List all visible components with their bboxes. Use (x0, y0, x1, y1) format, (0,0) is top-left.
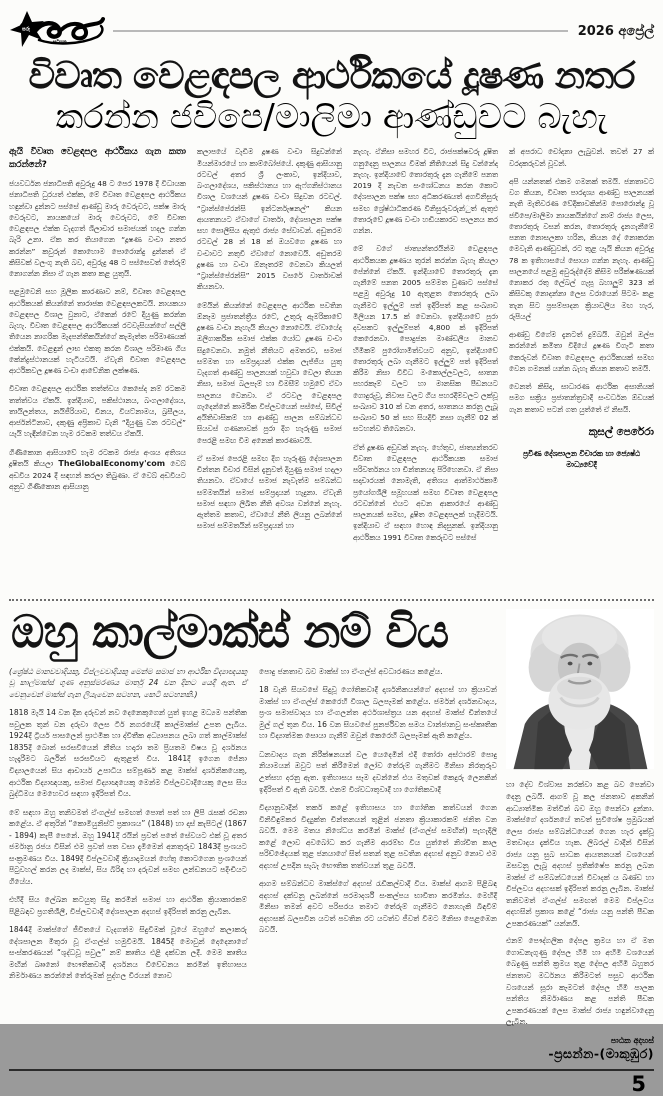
article1-byline-name: කුසල් පෙරේරා (588, 425, 655, 438)
article1-paragraph: නැහැ. ඒනිසා සමහර විට, රාජපක්ෂවරු දූෂිත ගනුදෙනු පාලනය වීමක් නීතියෙන් සිදු වන්නේද නැහැ. ඉන්දියාවේ තොරතුරු දැන ගැනීමේ පනත 2019 දී නැවත සංශෝධනය කරන කොට දේශපාලන පක්ෂ සහ අධිකරණයත් අගවිනිසුරු සමඟ ශ්‍රේෂ්ඨාධිකරණ විනිසුරුවරුන්ුත් ඇතුළු තොරුවේ දූෂණ වංචා හඬියකාරව පාලනය කර ගන්න. (352, 147, 498, 236)
article1-paragraph-text: ගිණිකොන ආසියාවේ හැම රටකම රාජ්‍ය අංශය අතිශය දූෂිතයි කියලා (9, 447, 186, 468)
article1-paragraph: ක් අපරාධ චෝදනා ලැබුවන්. තවත් 27 ක් වරදකරුවන් වූවන්. (508, 147, 655, 168)
svg-text:සටහන: සටහන (53, 40, 67, 45)
article1-body (9, 146, 654, 594)
article1-byline-title: ප්‍රවීණ දේශපාලන විචාරක හා ජ්‍යෙෂ්ඨ මාධ්‍යවේදී (522, 448, 641, 470)
article2-paragraph: ධනවාදය ගැන නිරීක්ෂනයන් වල යෙදෙමින් එදී තෝරා අස්ථාරම් පොදු නියාමයන් ඔවුට පත් කිරීමෙන් ලෝව තේරුම් ගැනීමට මිනිසා නිරතුරුව උත්සහ දරනු ඇත. ඉතිහාසය සෑම දවන්නේ එය මතුවක් කෙදුරු ලෙනකින් ඉදිරිපත් වී ඇති බවයි. එනම් විශ්වධාතුවාදී හා ගෝතිකවාදී (259, 749, 497, 794)
article2-intro-note: (ශ්‍රේෂ්ඨ මානවවාදියකු, විප්ලවවාදියකු මෙන්ම සමාජ හා ආර්ථික විද්‍යාඥයකු වූ කාල්මාක්ස් ගුණ අනුස්මරණය මාර්තු 24 වන දිනට යෙදී ඇත. ඒ වෙනුවෙන් මාක්ස් ගැන ලියැවෙන සටහන, කෙටි සටහනකි.) (9, 666, 247, 699)
article2-paragraph: මේ සඳහා ඔහු තනිවමත් ඒංගල්ස් සමඟත් පොත් පත් හා ලිපි රැසක් රචනා කළේය. ඒ අතුරින් “කොමියුනිස්ට් ප්‍රකාශය” (1848) හා දාස් කැපිටල් (1867 - 1894) කැපී පෙනේ. ඔහු 1941දී රයින් ප්‍රවත් පතේ සේවයට එක් වූ අතර ජර්මානු රජය විසින් එම ප්‍රවත් පත වසා දැමීමෙන් අනතුරුව 1843දී ප්‍රංශයට සංක්‍රමණය විය. 1849දී විප්ලවවාදී ක්‍රියාදාමයන් හේතු කොටගෙන ප්‍රංශයෙන් පිටුවහල් කරන ලද මාක්ස්, සිය බිරිඳ හා දරුවන් සමඟ ලන්ඩනයට පදිංචියට ගියේය. (9, 807, 247, 886)
article1-headline-main: විවෘත වෙළඳපල ආර්ථිකයේ දූෂණ නතර (28, 54, 635, 97)
article1-paragraph: ඒත් දූෂණ අඩුවක් නැහැ. හේතුව, ජාත්‍යන්තරව විවෘත වෙළඳපල ආර්ථිකයක සමාජ පරිවර්තනය හා චින්තනයද පිරිහෙනවා. ඒ නිසා සදාචාරයක් නොමැති, අතිශය ආත්මාර්ථකාමී ප්‍රයෝගශීලී සමූහයක් සමඟ විවෘත වෙළඳපල රටවන්නේ එයට අවන ආකාරයේ ආණ්ඩු පාලනයක් සමඟ, දූෂිත වෙළඳපලක් හැදීමටයි. ඉන්දියාව ඒ සඳහා හොඳ නිදසුනක්. ඉන්දියානු ආර්ථිකය 1991 විවෘත කෙරුවට පස්සේ (352, 442, 498, 542)
article2-paragraph: හා දේව විශ්වාස නරක්වා කළ බව පෙන්වා දෙනු ලබයි. ආගම් වූ කල ජනතාව අකනින් ආධ්‍යාත්මික මත්වින් බව ඔහු පෙන්වා දුන්නා. මාක්ස්ගේ දර්ශනයේ තවත් සුවිශේෂ ප්‍රමුඛයක් ලෙස රාජ්‍ය සම්බන්ධයෙන් ගෙන හැර දැක්වූ මතවාදය දැක්විය හැක. ලිබරල් වාදීන් විසින් රාජ්‍ය යනු සුබ සාධක ආයතනයක් වශයෙන් ඔසවනු ලැබූ අදහස් ප්‍රතික්ෂේප කරනු ලබන මාක්ස් ඒ සම්බන්ධයෙන් විවාදක් ය ඛණ්ඩ හා විප්ලවය අදහසක් ඉදිරිපත් කරනු ලැබින. මාක්ස් තනිවමත් ඒංගල්ස් සමඟත් මෙම විප්ලවය අදහසින් ප්‍රකාශ කළේ “රාජ්‍ය යනු පන්ති පීඩක උපකරණයක්” යන්නයි. (506, 780, 654, 928)
karl-marx-photo (506, 604, 654, 774)
article1-paragraph: විවෘත වෙළඳපල ආර්ථික තත්ත්වය කෙසේද නම් රටකම තත්ත්වය ඒකයි. ඉන්දියාව, පකිස්ථානය, බංගලාදේශය, තායිලන්තය, නයිජීරියාව, චීනය, වියට්නාමය, බ්‍රසීලය, ආර්ජන්ටිනාව, දකුණු අප්‍රිකාව වැනි “දියුණු වන රටවල්” යැයි හැඳින්වෙන හැම රටකම තත්වය ඒකයි. (9, 384, 186, 439)
article2-right-region (506, 604, 654, 1061)
article2-headline: ඔහු කාල්මාක්ස් නම් විය (11, 605, 449, 659)
article2-paragraph: ආගම සම්බන්ධව මාක්ස්ගේ අදහස් රැඩිකල්වාදී විය. මාක්ස් ආගම පිළිබඳ අදහස් දක්වනු ලබන්නේ පරමාදර්ශී සංකල්පය භාවිතා කරමින්ය. මෙහිදී මිනිසා තමන් අවට පරිසරය තමාට තේරුම් ගැනීමට නොහැකි බිඳවීම් අදහසක් බලපවින යටත් පවතින රට යටත්ව ජීවත් වීමට මිනිසා පෙළඹෙන බවයි. (259, 879, 497, 935)
karl-marx-portrait-art (506, 604, 654, 774)
masthead (9, 8, 654, 52)
article2 (9, 604, 654, 1061)
article1-paragraph: අපි යන්නතක් එකම ගමනක් තමයි. ජනතාවට වග කියන, විවෘත පාරදෘශ්‍ය ආණ්ඩු පාලනයක් නැති මැතිවරණ වේදිකාවකින්ම පොරොන්දු වූ ජවිපෙ/මාලිමා නායකයින්ගේ නාම් රාජ්‍ය ලෙස, තොරතුරු වසන් කරන, තොරතුරු දැනගැනීමේ පනත නොසලකා හරින, කියන දේ නොකරන මෙවැනි ආණ්ඩුවක්, රට තුළ යැයි කියන අවුරුදු 78 ක ඉතිහාසයේ සොයා ගන්න නැහැ. ආණ්ඩු පාලනයේ පළමු අවුරුද්දේම කිසිම පරීක්ෂණයක් නොකර රතු ලේබල් ගැසූ බහාලුම් 323 ක් කිසිවකු නොදන්නා ලෙස වරායෙන් පිටමං කළ තැන සිට ප්‍රසම්පාදන ක්‍රියාවලිය මඟ හැර, රුපියල් (508, 176, 655, 321)
article2-paragraph: 1844දී මාක්ස්ගේ ජීවිතයේ වැදගත්ම සිදුවීමක් වූයේ ඔහුගේ කලාකරු දේශපාලන මිතුරා වූ ඒංගල්ස් හමුවීමයි. 1845දී මොවුන් දෙදෙනාගේ සංස්කරණයන් “ශුද්ධවූ පවුල” නම් කෘතිය එළි දක්වන ලදී. මෙම කෘතිය මඟින් බෲනෝ භෞතිකවාදී දර්ශනය විවේචනය කරමින් ඉතිහාසය නිර්මාණය කරන්නේ තේරුමක් පුද්ගල වීරයන් නොව (9, 925, 247, 981)
issue-date: 2026 අප්‍රේල් (577, 23, 654, 39)
svg-text:සරු: සරු (22, 26, 30, 33)
article1-paragraph: වෙනත් කිසිද, සාධාරණ ආර්ථික අසානියක් පමග සක්‍රිය ප්‍රජාතන්ත්‍රවාදී සංවර්ධන ඕඩයක් ගැන කතාව පටන් ගත යුත්තේ ඒ නිසයි. (508, 382, 655, 414)
article1-headline-sub: කරන්න ජවිපෙ/මාලිමා ආණ්ඩුවට බැහැ (55, 97, 608, 138)
article2-body (9, 666, 497, 981)
article2-reader-label: පාඨක අදහස් (610, 1035, 654, 1045)
article1-lead-question: ඇයි විවෘත වෙළඳපල ආර්ථිකය ගැන කතා කරන්නේ? (9, 147, 186, 170)
article1-paragraph-text: වෙබ් අඩවිය 2024 දී සඳහන් කරලා තිබුණා. ඒ වෙබ් අඩවියට අනුව ගිණිකොන ආසියානු (9, 458, 186, 492)
article1-paragraph: කලාපයේ වැඩිම දූෂණ වංචා සිදුවන්නේ මියන්මාරයේ හා කාම්බෝජයේ. දකුණු ආසියානු රටවල් අතර ශ්‍රී ලංකාව, ඉන්දියාව, බංගලාදේශය, පකිස්ථානය හා ඇෆ්ගනිස්ථානය විශාල වශයෙන් දූෂණ වංචා සිදුවන රටවල්. “ට්‍රාන්ස්පේරන්සි ඉන්ටර්නැෂනල්” කියන ආයතනයට ඒවාගේ වාර්තා, දේශපාලන පක්ෂ සහ පොලීසිය ඇතුළු රාජ්‍ය සේවාවන්. අඩුතරම රටවල් 28 න් 18 ක් ඔයවගෙ දූෂණ හා වංචාවට නතුවී ඒවාගේ නොවෙයි. අඩුතරම දූෂණ හා වංචා ඕනෑතරම් වෙනවා කියලත් “ට්‍රාන්ස්පේරන්සි” 2015 වසරේ වාර්තාවක් කියනවා. (196, 147, 342, 292)
article1-paragraph: පළමුවෙනි සහ මූලික කාරණාව නම්, විවෘත වෙළඳපල ආර්ථිකයක් කියන්නේ තාරාජක වෙළඳපලකටයි. නායකයා වෙළඳපල විශාල වුනාට, ඒකෙන් රටේ දියුණු කරන්න බැහැ. විවෘත වෙළඳපල ආර්ථිකයක් රටවැසියන්ගේ සල්ලි තියෙන නාගරික මැදපන්තිකයින්ගේ කැමැත්ත පරිමාණයක් එක්කයි. වෙළඳුන් ලාභ එකතු කරන විශාල පරිමාණ ගිය කේන්ද්‍රස්ථානයක් හැටියටයි. ඒවැනි විවෘත වෙළඳපල ආර්ථිකවල දූෂණ වංචා ආවේනික ලක්ෂණ. (9, 287, 186, 376)
article1-paragraph: ජයවර්ධන ජනාධිපති අවුරුදු 48 ට පෙර 1978 දී විධායක ජනාධිපති ධුරයත් එක්ක, මේ විවෘත වෙළඳපල ආර්ථිකය හඳුන්වා දුන්නට පස්සේ ආණ්ඩු මාරු වෙරුවට, පක්ෂ මාරු වෙරුවට, නායකයෝ මාරු වෙරුවට, මේ විවෘත වෙළඳපල එක්ක වැදගත් ශිලාචාර සමාජයක් හදල ගන්න බැරි උනා. ඒක කර තියාගෙන “දූෂණ වංචා නතර කරන්න” කවුරුන් කොහොම පොරොන්දු දුන්නත් ඒ කිසිවක් වලංගු නැති බව, අවුරුදු 48 ට පස්සෙවත් තේරුම් නොගන්න නිසා ඒ ගැන කතා කළ යුතුයි. (9, 179, 186, 279)
article1-paragraph: ආණ්ඩු විගේම දැනටත් දුම්බයි. ඔවුන් ඔල්ප කරන්නේ කමිතා විදියේ දූෂණ විගැටි කතා කෙරුවන් විවෘත වෙළඳපල ආර්ථිකයක් සමඟ වෙන ගමනක් යන්න බැහැ කියන කතාව තමයි. (508, 330, 655, 373)
article2-byline: -ප්‍රසන්න-(මාකුඹුර) (548, 1045, 654, 1061)
article2-paragraph: විද්‍යානුවාදීන් තර්ක කළේ ඉතිහාසය හා ගෝතික කත්වයන් ගෙන විනිවිඳුම්කර විද්‍යුක්ත චින්තනයන් තුළින් ජනතා ක්‍රියාකාරකම් ජනිත වන බවයි. මෙම මතය නිශේධය කරමින් මාක්ස් (ඒංගල්ස් සමඟින්) පැහැදිලි කළේ ලොව අවබෝධ කර ගැනීම ආරම්භ විය යුත්තේ නිශ්චිත කාල පරිච්ඡේදයක් තුළ ජනයාගේ සිත් සතන් තුළ පවතින අදහස් අනුව නොව එම අදහස් උපදින සැබෑ භෞතික තත්වයන් තුළ බවයි. (259, 803, 497, 870)
masthead-logo (9, 9, 109, 51)
article2-column-1 (9, 666, 247, 981)
article1-paragraph: මේයින් කියන්නේ වෙළඳපල ආර්ථික පවතින ඕනෑම ප්‍රජාතන්ත්‍රීය රටේ, උතුරු ඇමරිකාවේ දූෂණ වංචා නැහැයි කියලා නොවෙයි. ඒවායේද ඔලිගාර්කික සමාජ එක්ක යෝධ දූෂණ වංචා සිදුවෙනවා. නමුත් නීතියට අමතරව, සමාජ සම්මත හා සම්ප්‍රදායන් එක්ක ලැජ්ජිය යුතු වැදගත් ආණ්ඩු පාලනයක් හවුඩා වෙලා තියන නිසා, සමාජ බලපෑම් හා විමසීම් හමුවේ ඒවා පාලනය වෙනවා. ඒ රටවල වෙළඳපල ගැදෙන්නේ කාර්මික විප්ලවයෙන් පස්සේ, සිවිල් අයිතිවාසිකම් හා ආණ්ඩු පාලන සම්බන්ධව සියවස් ගණනාවක් පුරා දිග හැරුණු සමාජ පෙරළි සමඟ විම අනෙක් කාරණාවයි. (196, 300, 342, 445)
article2-column-3 (506, 779, 654, 1033)
article1-paragraph (9, 447, 186, 493)
article2-left-region (9, 604, 497, 1061)
masthead-logo-art (9, 9, 109, 51)
website-name: TheGlobalEconomy'com (58, 458, 166, 468)
article1-column-4 (509, 146, 654, 594)
article1-paragraph: මේ වගේ ජාත්‍යන්තරයින්ම වෙළඳපල ආර්ථිකයක දූෂණය තුරන් කරන්න බැහැ කියලා පේන්නේ ඒකයි. ඉන්දියාවේ තොරතුරු දැන ගැනීමේ පනත 2005 සම්මත වුණාට පස්සේ පළමු අවුරුදු 10 ඇතුළත තොරතුරු ලබා ගැනීමට ඉල්ලුම් පත් ඉදිරිපත් කළ සංඛ්‍යාව මිලියන 17.5 ක් වෙනවා. ඉන්දියාවේ පුරා දවසකට ඉල්ලුම්පත් 4,800 ක් ඉදිරිපත් කෙරෙනවා. පොදුජන මාණ්ඩලීය මානව හිමිකම් පුරෝගාමීත්වයට අනුව, ඉන්දියාවේ තොරතුරු ලබා ගැනීමට ඉල්ලුම් පත් ඉදිරිපත් කිරීම නිසා විවිධ මංකොල්ලවලට, ඝාතන පහරකෑම් වලට හා මානසික පීඩනයට ගොදුරුවූ, නිවාස වලට ගිය පහරදීම්වලට ලක්වූ සංඛ්‍යාව 310 ක් වන අතර, ඝාතනය කරනු ලැබූ සංඛ්‍යාව 50 ක් සහ සියදිවි නසා ගැනීම් 02 ක් සටහන්ව තිබෙනවා. (352, 244, 498, 434)
article2-column-2 (259, 666, 497, 978)
article2-paragraph: 18 වැනි සියවසේ සිදුවූ ගෝතිකවාදී දාර්ශනිකයන්ගේ අදහස් හා ක්‍රියාවන් මාක්ස් හා ඒංගල්ස් කෙරෙහි විශාල බලපෑමක් කළේය. ජර්මන් දර්ශනවාදය, ප්‍රංශ සමාජවාදය හා ඒංගලන්ත අර්ථශාස්ත්‍රය යන අදහස් මාක්ස් චින්තයේ මුල් ගල් තුන විය. 16 වන සියවසේ පුනර්ජීවන සමය වාන්ජානවු සංස්කෘතික හා විද්‍යාත්මක සොයා ගැනීම් ඔවුන් කෙරෙහි බලපෑමක් ඇති කළේය. (259, 685, 497, 741)
article2-paragraph: පොදු ජනතාව බව මාක්ස් හා ඒංගල්ස් අවධාරණය කළේය. (259, 666, 443, 676)
masthead-divider-line (113, 30, 568, 32)
page-number: 5 (631, 1071, 646, 1096)
article-separator-dotted-line (9, 599, 654, 601)
article1-paragraph: ඒ සමාජ පෙරළි සමඟ දිග හැරුණු දේශපාලන චින්තන විචාර විසින් දැනුවත් දියුණු සමාජ හදලා තියනවා. ඒවායේ සමාජ නැවැත්ම සම්බන්ධ සම්මතයින් සමාජ සම්ප්‍රදායන් හැදුනා. ඒවැනි සමාජ සඳහා ලිඛිත නීති අවශ්‍ය වන්නේ නැහැ. ඇත්තම කතාව, ඒවායේ නීති ලියනු ලබන්නේ සමාජ සම්මතයින් සම්ප්‍රදායන් හා (196, 453, 342, 531)
article1-column-1 (9, 146, 186, 594)
article1-column-2 (197, 146, 342, 594)
article2-paragraph: එහිදී සිය ලේඛන කටයුතු සිදු කරමින් සමාජ හා ආර්ථික ක්‍රියාකාරකම් පිළිබඳව ප්‍රගතිශීලී, විප්ලවවාදී දේශපාලන අදහස් ඉදිරිපත් කරනු ලැබීන. (9, 895, 247, 916)
article1-column-3 (353, 146, 498, 594)
article2-paragraph: 1818 මැයි 14 වන දින දරුවන් නව දෙනෙකුගෙන් යුත් ඉහළ මධ්‍යම පන්තික පවුලක තුන් වන දරුවා ලෙස ටිර් නගරයේදී කාල්මාක්ස් උපත ලැබීය. 1924දී ට්‍රියර් පාසලෙන් ප්‍රාථමික හා ද්විතීක අධ්‍යාපනය ලබා ගත් කාල්මාක්ස් 1835දී බොන් සරසවියෙන් නීතිය හදාරා තම ප්‍රියතම විෂය වූ දර්ශනය හැදෑරීමට බර්ලින් සරසවියට ඇතුළත් විය. 1841දී ඉගෙන ජේනා විද්‍යාලයෙන් සිය ආචාර්ය උපාධිය සම්පූර්ණ කළ මාක්ස් දාර්ශනිකයෙකු, ආර්ථික විද්‍යාඥයකු, සමාජ විද්‍යාඥයෙකු මෙන්ම විප්ලවවාදියෙකු ලෙස සිය බුද්ධිමය මෙහෙවර සඳහා ඉදිරිපත් විය. (9, 708, 247, 799)
article2-paragraph: එනම් පෞද්ගලික දේපල ක්‍රමය හා ඒ මත ගොඩනැගුණු දේපල හිමි හා අහිමි වශයෙන් බෙදුණු පන්ති ක්‍රමය තුළ දේපල අහිමි බහුතර ජනතාව මර්ධනය කිරීමටත් පසුව ආර්ථික වශයෙන් සූරා කෑමටත් දේපල හිමි පාලක පන්තිය නිර්මාණය කළ පන්ති පීඩක උපකරණයක් ලෙස මාක්ස් රාජ්‍ය හඳුන්වාදෙනු ලැබීන. (506, 936, 654, 1027)
